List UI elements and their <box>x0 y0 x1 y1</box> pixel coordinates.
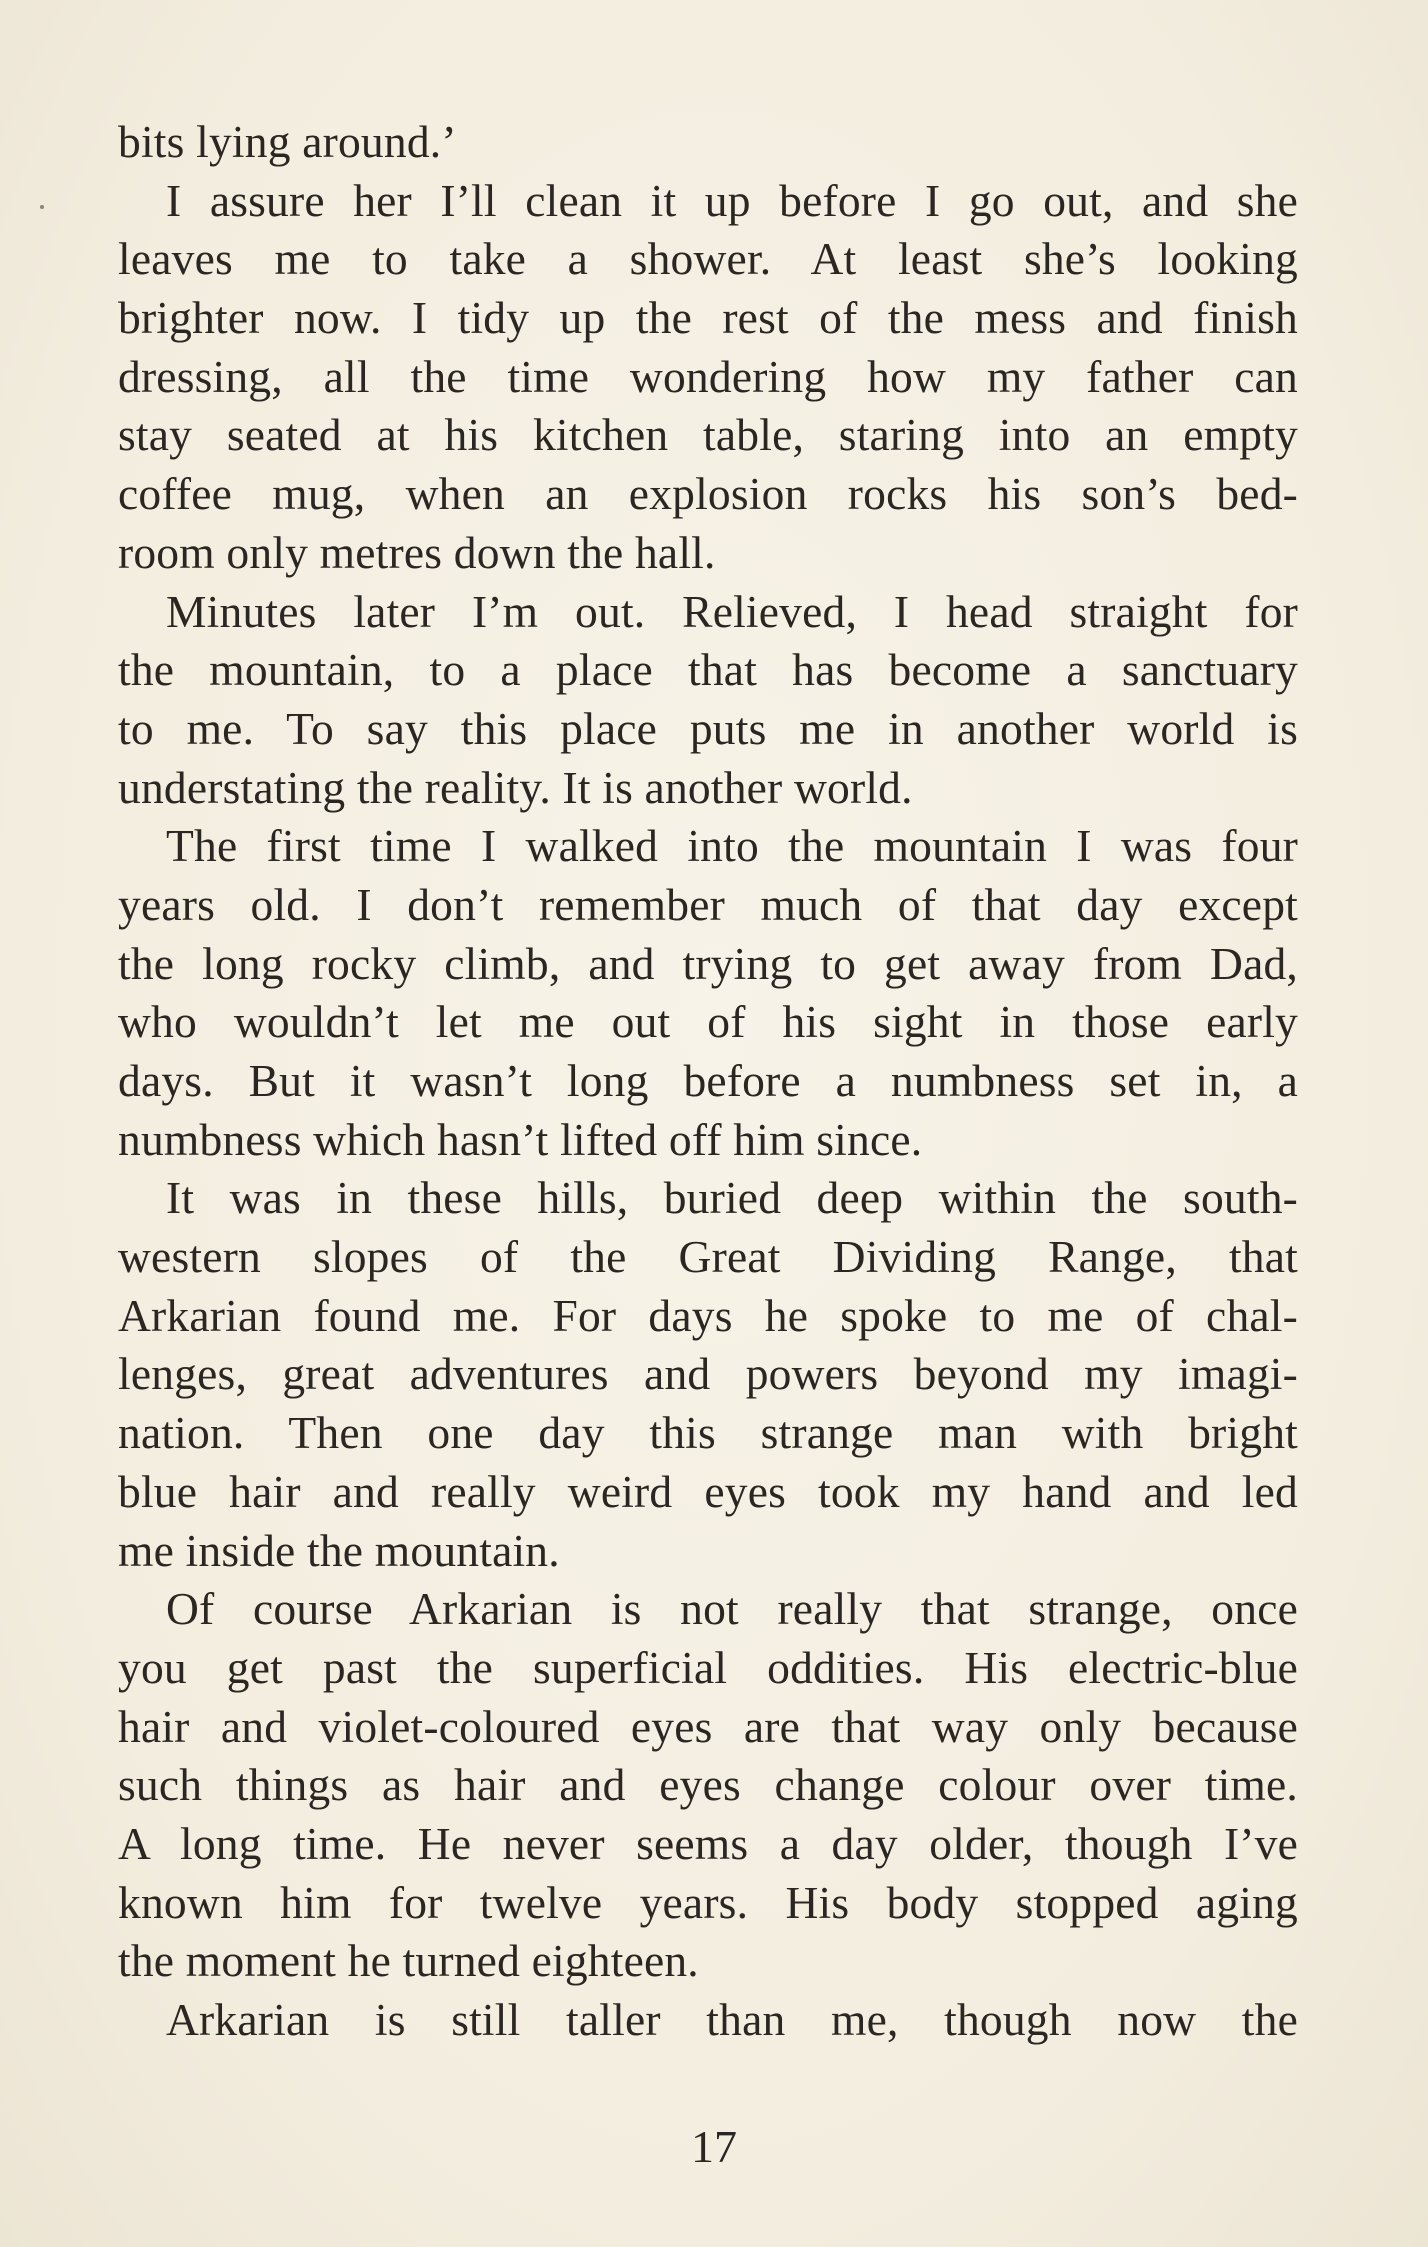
text-line: blue hair and really weird eyes took my hand and led <box>118 1465 1298 1517</box>
body-text <box>118 113 1298 2050</box>
text-line: It was in these hills, buried deep within the south- <box>166 1172 1298 1224</box>
text-line: Arkarian is still taller than me, though now the <box>166 1994 1298 2045</box>
text-line: you get past the superficial oddities. His electric-blue <box>118 1641 1298 1693</box>
text-line: me inside the mountain. <box>118 1524 560 1576</box>
text-line: understating the reality. It is another world. <box>118 761 913 813</box>
text-line: the moment he turned eighteen. <box>118 1935 699 1987</box>
text-line: nation. Then one day this strange man with bright <box>118 1407 1298 1459</box>
text-line: dressing, all the time wondering how my father can <box>118 350 1298 402</box>
stray-mark <box>40 205 44 209</box>
text-line: room only metres down the hall. <box>118 526 716 578</box>
text-line: years old. I don’t remember much of that day except <box>118 878 1298 930</box>
text-line: coffee mug, when an explosion rocks his son’s bed- <box>118 468 1298 520</box>
text-line: numbness which hasn’t lifted off him since. <box>118 1113 923 1165</box>
text-line: A long time. He never seems a day older, though I’ve <box>118 1817 1298 1869</box>
text-line: western slopes of the Great Dividing Range, that <box>118 1231 1298 1283</box>
text-line: to me. To say this place puts me in another world is <box>118 702 1298 754</box>
text-line: brighter now. I tidy up the rest of the mess and finish <box>118 292 1298 344</box>
text-line: Of course Arkarian is not really that strange, once <box>166 1583 1298 1635</box>
text-line: lenges, great adventures and powers beyond my imagi- <box>118 1348 1298 1400</box>
text-line: Minutes later I’m out. Relieved, I head straight for <box>166 585 1298 637</box>
text-line: bits lying around.’ <box>118 116 457 167</box>
page-number: 17 <box>691 2121 737 2172</box>
text-line: days. But it wasn’t long before a numbness set in, a <box>118 1055 1298 1106</box>
text-line: known him for twelve years. His body stopped aging <box>118 1876 1298 1928</box>
text-line: the mountain, to a place that has become a sanctuary <box>118 644 1298 696</box>
text-line: who wouldn’t let me out of his sight in those early <box>118 996 1298 1048</box>
text-line: the long rocky climb, and trying to get away from Dad, <box>118 937 1298 989</box>
text-line: Arkarian found me. For days he spoke to me of chal- <box>118 1289 1298 1341</box>
text-line: I assure her I’ll clean it up before I go out, and she <box>166 174 1298 226</box>
text-line: hair and violet-coloured eyes are that way only because <box>118 1700 1298 1752</box>
text-line: leaves me to take a shower. At least she’s looking <box>118 233 1298 285</box>
text-line: stay seated at his kitchen table, staring into an empty <box>118 409 1298 461</box>
text-line: such things as hair and eyes change colour over time. <box>118 1759 1298 1811</box>
text-line: The first time I walked into the mountain I was four <box>166 820 1298 872</box>
